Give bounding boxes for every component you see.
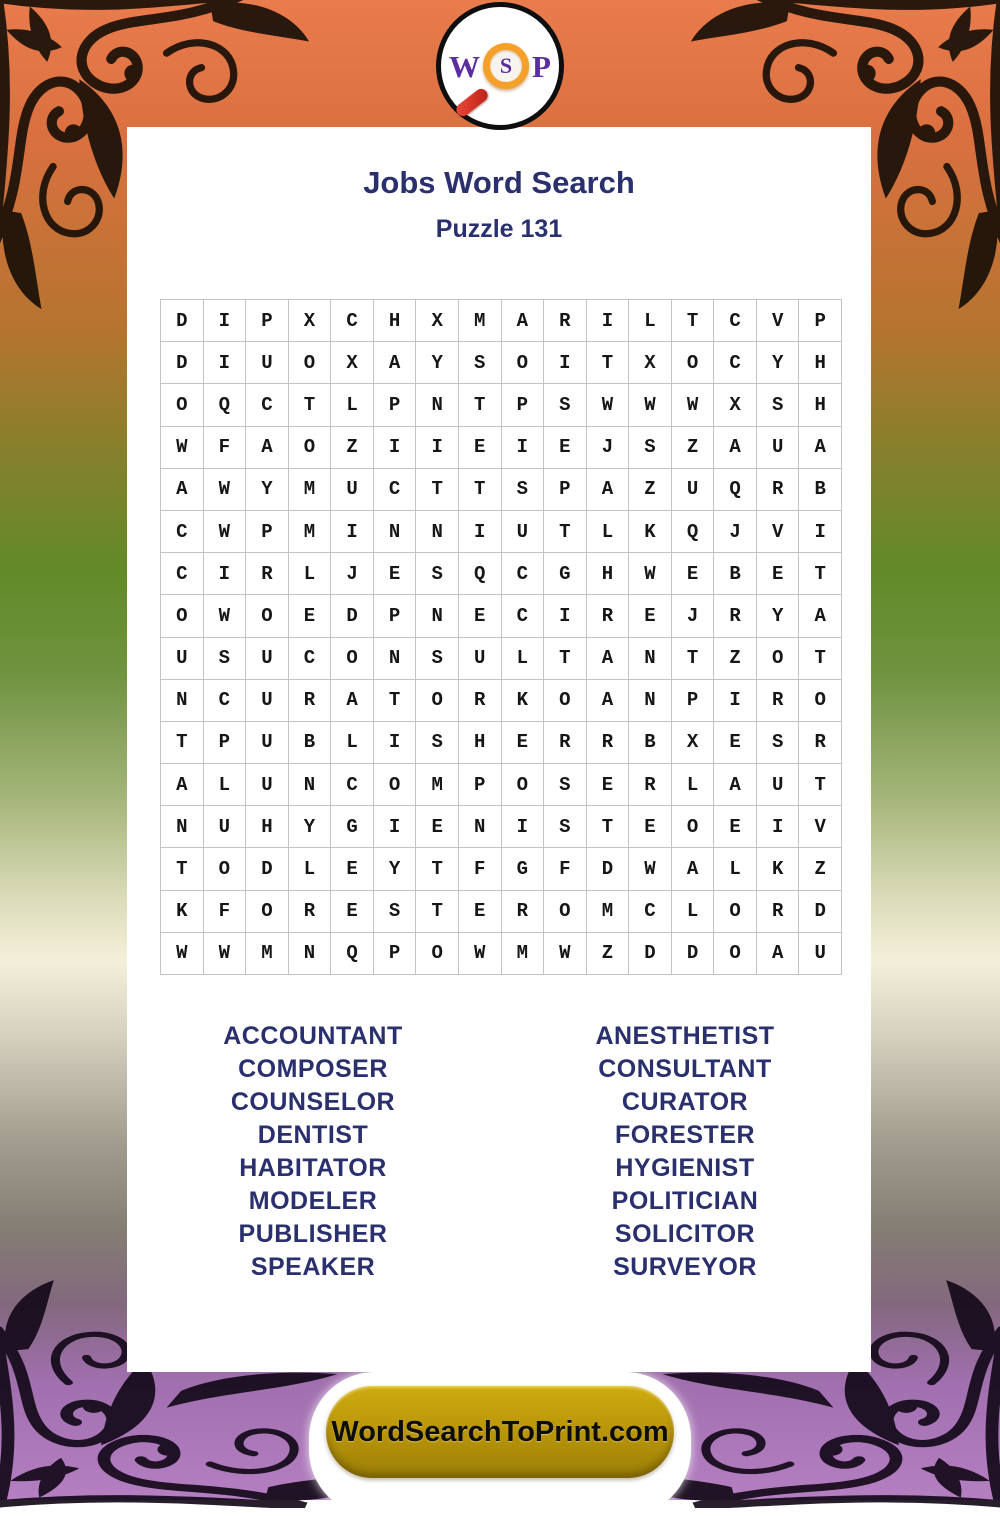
grid-cell: U: [246, 722, 289, 764]
grid-cell: L: [289, 553, 332, 595]
grid-cell: A: [246, 427, 289, 469]
grid-cell: U: [204, 806, 247, 848]
grid-cell: M: [459, 300, 502, 342]
grid-cell: T: [161, 848, 204, 890]
logo-letter-w: W: [449, 48, 481, 84]
grid-cell: W: [204, 469, 247, 511]
grid-cell: I: [502, 806, 545, 848]
grid-cell: R: [757, 891, 800, 933]
grid-cell: Q: [672, 511, 715, 553]
grid-cell: A: [672, 848, 715, 890]
grid-cell: B: [799, 469, 842, 511]
grid-cell: T: [459, 384, 502, 426]
grid-cell: I: [374, 806, 417, 848]
grid-cell: P: [374, 384, 417, 426]
grid-cell: N: [629, 638, 672, 680]
grid-cell: A: [714, 764, 757, 806]
grid-cell: B: [714, 553, 757, 595]
grid-cell: A: [799, 595, 842, 637]
word-list-left: [127, 1020, 499, 1284]
grid-cell: F: [204, 891, 247, 933]
grid-cell: C: [331, 764, 374, 806]
grid-cell: P: [374, 595, 417, 637]
puzzle-number: Puzzle 131: [435, 215, 563, 243]
grid-cell: T: [544, 511, 587, 553]
grid-cell: P: [799, 300, 842, 342]
logo-inner: [441, 7, 559, 125]
grid-cell: H: [799, 342, 842, 384]
grid-cell: R: [629, 764, 672, 806]
grid-cell: S: [416, 638, 459, 680]
site-logo: [436, 2, 564, 130]
grid-cell: T: [416, 469, 459, 511]
grid-cell: L: [289, 848, 332, 890]
grid-cell: O: [416, 933, 459, 975]
grid-cell: D: [672, 933, 715, 975]
grid-cell: E: [714, 806, 757, 848]
grid-cell: R: [502, 891, 545, 933]
grid-cell: R: [246, 553, 289, 595]
grid-cell: C: [246, 384, 289, 426]
grid-cell: C: [714, 342, 757, 384]
grid-cell: N: [459, 806, 502, 848]
grid-cell: J: [587, 427, 630, 469]
grid-cell: S: [416, 722, 459, 764]
grid-cell: C: [502, 595, 545, 637]
grid-cell: A: [757, 933, 800, 975]
grid-cell: T: [416, 891, 459, 933]
grid-cell: S: [459, 342, 502, 384]
grid-cell: E: [629, 595, 672, 637]
logo-letter-s: S: [499, 53, 513, 78]
grid-cell: J: [331, 553, 374, 595]
grid-cell: L: [672, 891, 715, 933]
grid-cell: O: [799, 680, 842, 722]
grid-cell: I: [714, 680, 757, 722]
grid-cell: O: [714, 891, 757, 933]
grid-cell: R: [757, 469, 800, 511]
grid-cell: O: [672, 806, 715, 848]
grid-cell: R: [714, 595, 757, 637]
grid-cell: A: [502, 300, 545, 342]
grid-cell: X: [714, 384, 757, 426]
grid-cell: D: [331, 595, 374, 637]
grid-cell: B: [629, 722, 672, 764]
grid-cell: N: [289, 764, 332, 806]
word-item: SPEAKER: [250, 1253, 376, 1281]
word-item: COUNSELOR: [230, 1088, 396, 1116]
word-list-right: [499, 1020, 871, 1284]
grid-cell: T: [161, 722, 204, 764]
grid-cell: E: [331, 848, 374, 890]
grid-cell: Z: [629, 469, 672, 511]
website-button-label: WordSearchToPrint.com: [331, 1415, 669, 1448]
grid-cell: D: [246, 848, 289, 890]
grid-cell: I: [544, 595, 587, 637]
word-item: ACCOUNTANT: [223, 1022, 403, 1050]
grid-cell: L: [587, 511, 630, 553]
grid-cell: Y: [757, 595, 800, 637]
grid-cell: W: [587, 384, 630, 426]
grid-cell: O: [204, 848, 247, 890]
word-item: MODELER: [248, 1187, 378, 1215]
grid-cell: X: [629, 342, 672, 384]
grid-cell: E: [289, 595, 332, 637]
grid-cell: A: [799, 427, 842, 469]
grid-cell: L: [331, 384, 374, 426]
word-item: ANESTHETIST: [595, 1022, 775, 1050]
grid-cell: H: [459, 722, 502, 764]
grid-cell: O: [374, 764, 417, 806]
logo-letter-p: P: [532, 48, 551, 84]
grid-cell: A: [161, 764, 204, 806]
grid-cell: L: [629, 300, 672, 342]
grid-cell: T: [289, 384, 332, 426]
grid-cell: O: [246, 595, 289, 637]
grid-cell: N: [374, 638, 417, 680]
grid-cell: P: [502, 384, 545, 426]
grid-cell: U: [757, 764, 800, 806]
grid-cell: Z: [799, 848, 842, 890]
grid-cell: Z: [331, 427, 374, 469]
grid-cell: S: [544, 384, 587, 426]
grid-cell: G: [331, 806, 374, 848]
grid-cell: Y: [416, 342, 459, 384]
grid-cell: R: [587, 722, 630, 764]
grid-cell: C: [204, 680, 247, 722]
grid-cell: M: [289, 511, 332, 553]
grid-cell: K: [629, 511, 672, 553]
grid-cell: L: [502, 638, 545, 680]
grid-cell: W: [204, 511, 247, 553]
grid-cell: W: [629, 848, 672, 890]
grid-cell: U: [757, 427, 800, 469]
grid-cell: I: [544, 342, 587, 384]
grid-cell: D: [587, 848, 630, 890]
grid-cell: M: [416, 764, 459, 806]
grid-cell: W: [629, 553, 672, 595]
grid-cell: O: [502, 342, 545, 384]
grid-cell: R: [289, 680, 332, 722]
grid-cell: P: [672, 680, 715, 722]
grid-cell: I: [459, 511, 502, 553]
grid-cell: J: [714, 511, 757, 553]
grid-cell: O: [672, 342, 715, 384]
grid-cell: N: [416, 511, 459, 553]
grid-cell: F: [204, 427, 247, 469]
grid-cell: U: [246, 342, 289, 384]
footer-button-glow: [309, 1372, 691, 1516]
grid-cell: S: [416, 553, 459, 595]
grid-cell: O: [289, 427, 332, 469]
grid-cell: Q: [459, 553, 502, 595]
puzzle-card: [127, 127, 871, 1372]
grid-cell: P: [246, 511, 289, 553]
grid-cell: A: [587, 469, 630, 511]
grid-cell: U: [246, 680, 289, 722]
grid-cell: Y: [289, 806, 332, 848]
grid-cell: C: [629, 891, 672, 933]
grid-cell: X: [331, 342, 374, 384]
grid-cell: L: [204, 764, 247, 806]
grid-cell: W: [161, 933, 204, 975]
word-item: POLITICIAN: [611, 1187, 759, 1215]
grid-cell: R: [544, 722, 587, 764]
grid-cell: U: [502, 511, 545, 553]
grid-cell: B: [289, 722, 332, 764]
grid-cell: J: [672, 595, 715, 637]
grid-cell: H: [246, 806, 289, 848]
grid-cell: H: [587, 553, 630, 595]
grid-cell: N: [416, 384, 459, 426]
grid-cell: O: [714, 933, 757, 975]
grid-cell: C: [161, 511, 204, 553]
grid-cell: Z: [587, 933, 630, 975]
grid-cell: U: [161, 638, 204, 680]
grid-cell: T: [459, 469, 502, 511]
grid-cell: N: [416, 595, 459, 637]
grid-cell: L: [672, 764, 715, 806]
grid-cell: N: [374, 511, 417, 553]
grid-cell: O: [289, 342, 332, 384]
word-list: [127, 1020, 871, 1284]
grid-cell: W: [459, 933, 502, 975]
grid-cell: D: [629, 933, 672, 975]
grid-cell: P: [459, 764, 502, 806]
grid-cell: C: [331, 300, 374, 342]
grid-cell: T: [374, 680, 417, 722]
grid-cell: E: [416, 806, 459, 848]
grid-cell: L: [714, 848, 757, 890]
grid-cell: T: [799, 764, 842, 806]
grid-cell: N: [161, 806, 204, 848]
grid-cell: S: [374, 891, 417, 933]
grid-cell: I: [757, 806, 800, 848]
grid-cell: M: [289, 469, 332, 511]
grid-cell: Z: [672, 427, 715, 469]
grid-cell: I: [502, 427, 545, 469]
grid-cell: E: [459, 595, 502, 637]
word-item: CURATOR: [621, 1088, 749, 1116]
grid-cell: S: [544, 806, 587, 848]
grid-cell: I: [204, 300, 247, 342]
grid-cell: W: [161, 427, 204, 469]
grid-cell: E: [672, 553, 715, 595]
grid-cell: C: [161, 553, 204, 595]
grid-cell: I: [331, 511, 374, 553]
word-item: PUBLISHER: [238, 1220, 388, 1248]
grid-cell: A: [331, 680, 374, 722]
magnifier-lens-icon: [483, 43, 529, 89]
word-item: SOLICITOR: [614, 1220, 756, 1248]
grid-cell: Y: [246, 469, 289, 511]
grid-cell: A: [714, 427, 757, 469]
word-item: HYGIENIST: [615, 1154, 755, 1182]
grid-cell: V: [757, 300, 800, 342]
grid-cell: G: [502, 848, 545, 890]
grid-cell: R: [544, 300, 587, 342]
grid-cell: U: [246, 638, 289, 680]
grid-cell: W: [672, 384, 715, 426]
grid-cell: E: [629, 806, 672, 848]
grid-cell: T: [544, 638, 587, 680]
word-item: FORESTER: [614, 1121, 756, 1149]
word-item: CONSULTANT: [598, 1055, 772, 1083]
word-item: HABITATOR: [239, 1154, 387, 1182]
grid-cell: T: [672, 300, 715, 342]
grid-cell: I: [374, 427, 417, 469]
grid-cell: S: [757, 722, 800, 764]
grid-cell: Y: [374, 848, 417, 890]
grid-cell: U: [331, 469, 374, 511]
grid-cell: O: [757, 638, 800, 680]
grid-cell: L: [331, 722, 374, 764]
grid-cell: E: [587, 764, 630, 806]
grid-cell: W: [204, 933, 247, 975]
grid-cell: S: [757, 384, 800, 426]
grid-cell: O: [544, 680, 587, 722]
grid-cell: O: [161, 595, 204, 637]
grid-cell: P: [544, 469, 587, 511]
grid-cell: N: [161, 680, 204, 722]
grid-cell: N: [289, 933, 332, 975]
grid-cell: U: [799, 933, 842, 975]
grid-cell: X: [672, 722, 715, 764]
grid-cell: E: [459, 891, 502, 933]
grid-cell: F: [459, 848, 502, 890]
grid-cell: Y: [757, 342, 800, 384]
grid-cell: C: [502, 553, 545, 595]
word-item: COMPOSER: [238, 1055, 388, 1083]
grid-cell: Q: [331, 933, 374, 975]
grid-cell: T: [416, 848, 459, 890]
magnifier-handle-icon: [454, 86, 490, 118]
grid-cell: I: [416, 427, 459, 469]
grid-cell: R: [459, 680, 502, 722]
grid-cell: G: [544, 553, 587, 595]
grid-cell: W: [544, 933, 587, 975]
grid-cell: U: [459, 638, 502, 680]
grid-cell: Z: [714, 638, 757, 680]
grid-cell: I: [204, 342, 247, 384]
grid-cell: S: [204, 638, 247, 680]
word-item: SURVEYOR: [613, 1253, 757, 1281]
grid-cell: O: [246, 891, 289, 933]
grid-cell: T: [799, 638, 842, 680]
grid-cell: O: [331, 638, 374, 680]
grid-cell: M: [587, 891, 630, 933]
grid-cell: E: [757, 553, 800, 595]
grid-cell: S: [629, 427, 672, 469]
grid-cell: O: [416, 680, 459, 722]
grid-cell: I: [587, 300, 630, 342]
grid-cell: E: [502, 722, 545, 764]
grid-cell: W: [204, 595, 247, 637]
grid-cell: X: [289, 300, 332, 342]
grid-cell: O: [161, 384, 204, 426]
grid-cell: P: [246, 300, 289, 342]
grid-cell: P: [374, 933, 417, 975]
grid-cell: A: [161, 469, 204, 511]
grid-cell: C: [374, 469, 417, 511]
grid-cell: D: [161, 342, 204, 384]
grid-cell: A: [587, 638, 630, 680]
grid-cell: D: [161, 300, 204, 342]
grid-cell: A: [587, 680, 630, 722]
grid-cell: O: [502, 764, 545, 806]
grid-cell: P: [204, 722, 247, 764]
grid-cell: I: [799, 511, 842, 553]
grid-cell: X: [416, 300, 459, 342]
word-item: DENTIST: [257, 1121, 369, 1149]
grid-cell: N: [629, 680, 672, 722]
grid-cell: T: [587, 806, 630, 848]
grid-cell: T: [672, 638, 715, 680]
grid-cell: V: [799, 806, 842, 848]
grid-cell: E: [544, 427, 587, 469]
grid-cell: D: [799, 891, 842, 933]
grid-cell: R: [587, 595, 630, 637]
grid-cell: O: [544, 891, 587, 933]
grid-cell: Q: [204, 384, 247, 426]
grid-cell: A: [374, 342, 417, 384]
grid-cell: E: [459, 427, 502, 469]
grid-cell: T: [799, 553, 842, 595]
grid-cell: K: [502, 680, 545, 722]
grid-cell: E: [714, 722, 757, 764]
grid-cell: K: [161, 891, 204, 933]
grid-cell: I: [374, 722, 417, 764]
grid-cell: C: [714, 300, 757, 342]
puzzle-grid: [160, 299, 842, 975]
grid-cell: K: [757, 848, 800, 890]
grid-cell: C: [289, 638, 332, 680]
grid-cell: T: [587, 342, 630, 384]
grid-cell: S: [502, 469, 545, 511]
grid-cell: S: [544, 764, 587, 806]
grid-cell: Q: [714, 469, 757, 511]
grid-cell: I: [204, 553, 247, 595]
grid-cell: W: [629, 384, 672, 426]
page-title: Jobs Word Search: [363, 165, 635, 200]
grid-cell: R: [289, 891, 332, 933]
grid-cell: E: [374, 553, 417, 595]
grid-cell: M: [502, 933, 545, 975]
grid-cell: U: [672, 469, 715, 511]
grid-cell: M: [246, 933, 289, 975]
grid-cell: E: [331, 891, 374, 933]
grid-cell: R: [757, 680, 800, 722]
grid-cell: R: [799, 722, 842, 764]
website-button[interactable]: [326, 1386, 674, 1478]
grid-cell: H: [374, 300, 417, 342]
grid-cell: V: [757, 511, 800, 553]
grid-cell: H: [799, 384, 842, 426]
grid-cell: F: [544, 848, 587, 890]
grid-cell: U: [246, 764, 289, 806]
